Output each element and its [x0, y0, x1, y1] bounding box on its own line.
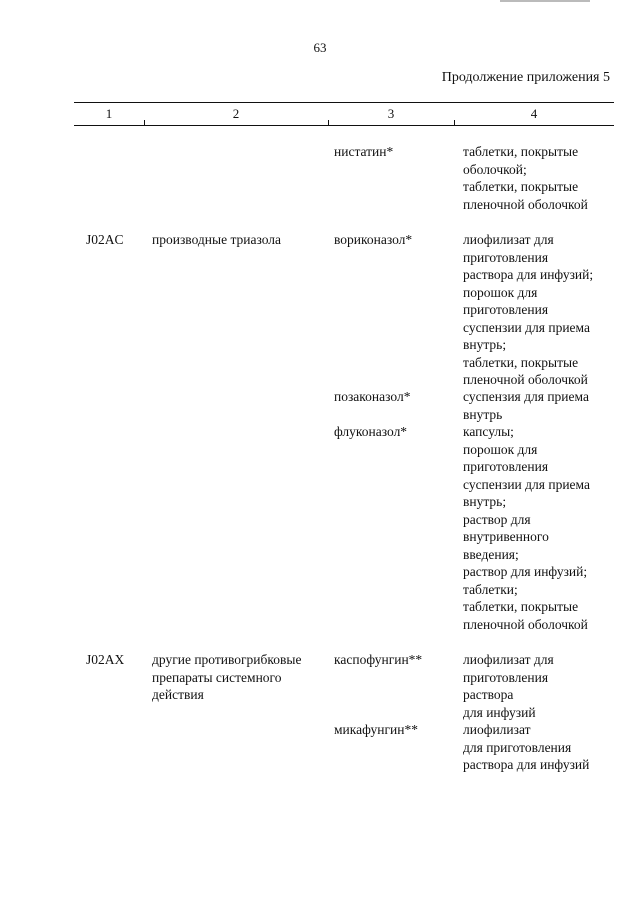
atc-code: J02AC: [86, 232, 124, 247]
drug-name: позаконазол*: [334, 389, 411, 404]
dosage-forms: лиофилизат для приготовления раствора для инфузий: [463, 652, 554, 720]
drug-name: вориконазол*: [334, 232, 413, 247]
column-header-1: 1: [105, 106, 113, 121]
dosage-forms: капсулы; порошок для приготовления суспензии для приема внутрь; раствор для внутривенного введения; раствор для инфузий; таблетки; таблетки, покрытые пленочной оболочкой: [463, 424, 590, 632]
dosage-forms: суспензия для приема внутрь: [463, 389, 589, 422]
drug-group: другие противогрибковые препараты системного действия: [152, 652, 302, 702]
atc-code: J02AX: [86, 652, 125, 667]
drug-name: флуконазол*: [334, 424, 408, 439]
column-header-2: 2: [232, 106, 240, 121]
column-header-3: 3: [387, 106, 395, 121]
drug-name: микафунгин**: [334, 722, 418, 737]
table-header: [74, 102, 614, 126]
scan-edge-mark: [500, 0, 590, 2]
drug-name: нистатин*: [334, 144, 394, 159]
drug-group: производные триазола: [152, 232, 282, 247]
appendix-continuation-note: Продолжение приложения 5: [441, 70, 610, 85]
drug-name: каспофунгин**: [334, 652, 423, 667]
column-header-4: 4: [530, 106, 538, 121]
dosage-forms: лиофилизат для приготовления раствора для инфузий: [463, 722, 590, 772]
dosage-forms: таблетки, покрытые оболочкой; таблетки, покрытые пленочной оболочкой: [463, 144, 588, 212]
dosage-forms: лиофилизат для приготовления раствора для инфузий; порошок для приготовления суспензии для приема внутрь; таблетки, покрытые пленочной оболочкой: [463, 232, 594, 387]
page-number: 63: [313, 40, 327, 55]
